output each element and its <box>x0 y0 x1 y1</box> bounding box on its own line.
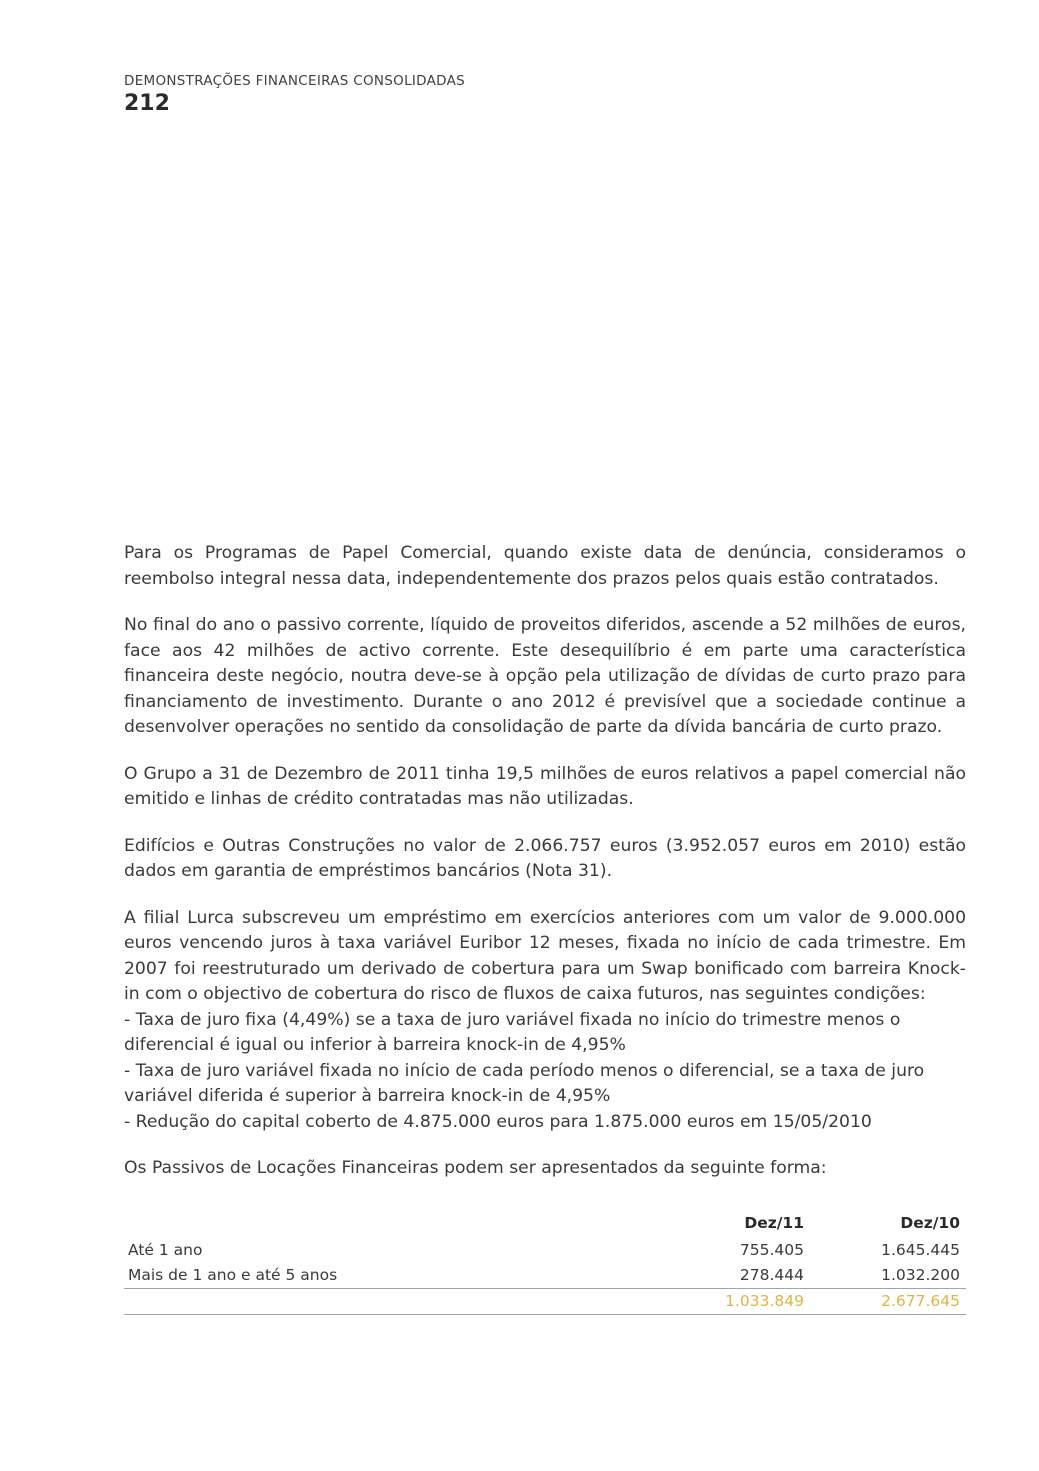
column-header-label <box>124 1210 660 1238</box>
table-intro: Os Passivos de Locações Financeiras podem ser apresentados da seguinte forma: <box>124 1158 827 1178</box>
table-total-row <box>124 1289 966 1315</box>
total-dez10: 2.677.645 <box>810 1289 966 1315</box>
column-header-dez10: Dez/10 <box>900 1214 960 1232</box>
section-title: DEMONSTRAÇÕES FINANCEIRAS CONSOLIDADAS <box>124 73 466 89</box>
finance-lease-table <box>124 1210 966 1315</box>
table-row <box>124 1238 966 1263</box>
lurca-intro: A filial Lurca subscreveu um empréstimo em exercícios anteriores com um valor de 9.000.000 euros vencendo juros à taxa variável Euribor 12 meses, fixada no início de cada trimestre. Em 2007 foi reestruturado um derivado de cobertura para um Swap bonificado com barreira Knock-in com o objectivo de cobertura do risco de fluxos de caixa futuros, nas seguintes condições: <box>124 907 966 1004</box>
value-dez10: 1.645.445 <box>881 1241 960 1259</box>
paragraph-papel-comercial: Para os Programas de Papel Comercial, quando existe data de denúncia, consideramos o reembolso integral nessa data, independentemente dos prazos pelos quais estão contratados. <box>124 543 966 589</box>
total-dez11: 1.033.849 <box>660 1289 810 1315</box>
body-text <box>124 541 966 1203</box>
row-label: Mais de 1 ano e até 5 anos <box>128 1266 338 1284</box>
paragraph-edificios: Edifícios e Outras Construções no valor de 2.066.757 euros (3.952.057 euros em 2010) estão dados em garantia de empréstimos bancários (Nota 31). <box>124 835 966 881</box>
value-dez11: 278.444 <box>739 1266 804 1284</box>
table-row <box>124 1263 966 1289</box>
page-number: 212 <box>124 91 170 116</box>
value-dez10: 1.032.200 <box>881 1266 960 1284</box>
table-header-row <box>124 1210 966 1238</box>
lurca-condition: - Taxa de juro variável fixada no início de cada período menos o diferencial, se a taxa de juro variável diferida é superior à barreira knock-in de 4,95% <box>124 1060 925 1106</box>
value-dez11: 755.405 <box>739 1241 804 1259</box>
lurca-condition: - Redução do capital coberto de 4.875.000 euros para 1.875.000 euros em 15/05/2010 <box>124 1111 872 1132</box>
column-header-dez11: Dez/11 <box>744 1214 804 1232</box>
total-label <box>124 1289 660 1315</box>
paragraph-lurca <box>124 906 966 1136</box>
lurca-condition: - Taxa de juro fixa (4,49%) se a taxa de juro variável fixada no início do trimestre menos o diferencial é igual ou inferior à barreira knock-in de 4,95% <box>124 1009 901 1055</box>
row-label: Até 1 ano <box>128 1241 203 1259</box>
paragraph-passivo-corrente: No final do ano o passivo corrente, líquido de proveitos diferidos, ascende a 52 milhões de euros, face aos 42 milhões de activo corrente. Este desequilíbrio é em parte uma característica financeira deste negócio, noutra deve-se à opção pela utilização de dívidas de curto prazo para financiamento de investimento. Durante o ano 2012 é previsível que a sociedade continue a desenvolver operações no sentido da consolidação de parte da dívida bancária de curto prazo. <box>124 615 966 737</box>
paragraph-grupo-2011: O Grupo a 31 de Dezembro de 2011 tinha 19,5 milhões de euros relativos a papel comercial não emitido e linhas de crédito contratadas mas não utilizadas. <box>124 763 966 809</box>
